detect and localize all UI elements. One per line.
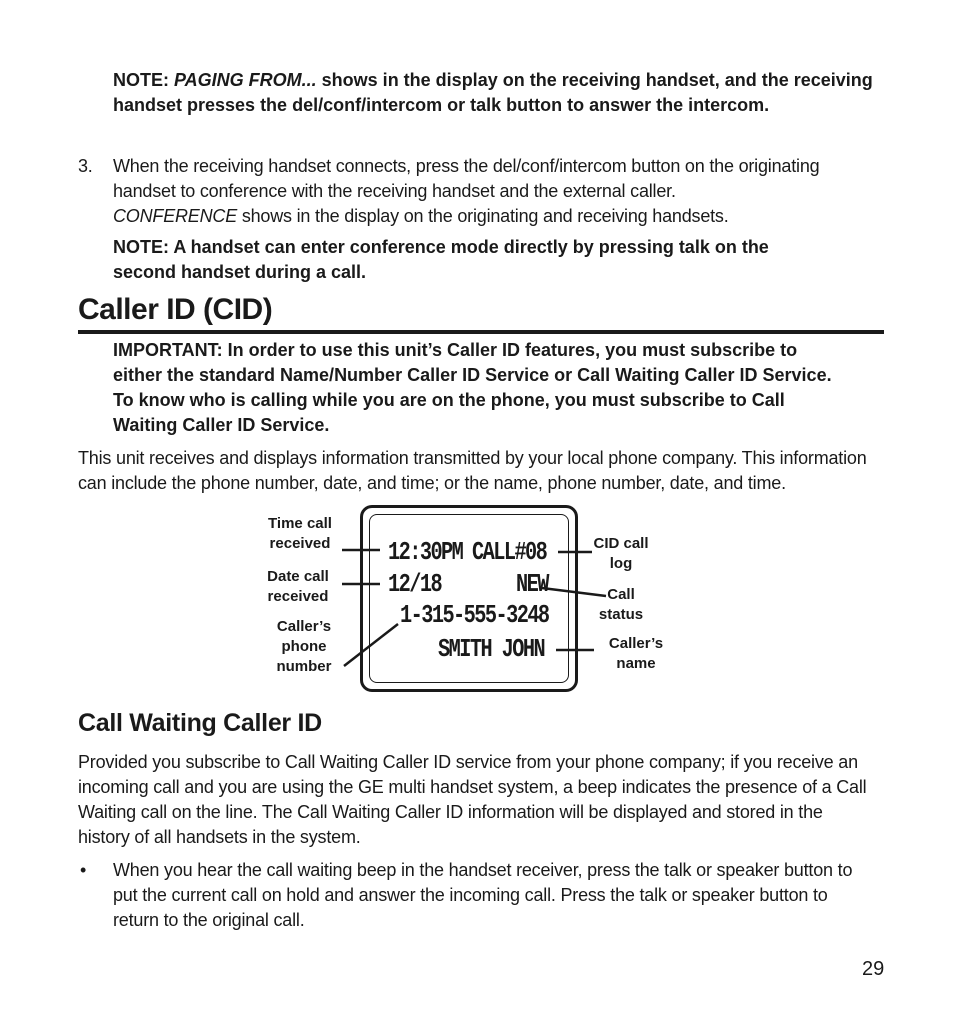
step3-main: When the receiving handset connects, press the del/conf/intercom button on the originating handset to conference with the receiving handset and the external caller.: [113, 156, 820, 201]
label-line: Caller’s: [276, 618, 332, 635]
lcd-line2-status: NEW: [516, 569, 548, 599]
lcd-line4-name: SMITH JOHN: [438, 634, 545, 664]
label-line: number: [276, 658, 332, 675]
label-time-call-received: [252, 514, 348, 554]
label-line: phone: [281, 638, 327, 655]
important-note: IMPORTANT: In order to use this unit’s Caller ID features, you must subscribe to either the standard Name/Number Caller ID Service or Call Waiting Caller ID Service. To know who is calling while you are on the phone, you must subscribe to Call Waiting Caller ID Service.: [113, 340, 832, 435]
note-italic: PAGING FROM...: [174, 70, 317, 90]
intro-paragraph: This unit receives and displays information transmitted by your local phone company. This information can include the phone number, date, and time; or the name, phone number, date, and time.: [78, 448, 867, 493]
subsection-title: Call Waiting Caller ID: [78, 709, 322, 737]
label-line: CID call: [593, 535, 649, 552]
step3-rest: shows in the display on the originating and receiving handsets.: [237, 206, 729, 226]
label-callers-phone-number: [256, 617, 352, 677]
step-number: 3.: [78, 156, 93, 176]
label-line: Time call: [268, 515, 332, 532]
label-line: Date call: [267, 568, 329, 585]
lcd-line2-date: 12/18: [388, 569, 442, 599]
section-title: Caller ID (CID): [78, 293, 273, 326]
step3-italic: CONFERENCE: [113, 206, 238, 226]
label-line: Call: [607, 586, 635, 603]
label-line: status: [598, 606, 644, 623]
bullet-text: When you hear the call waiting beep in the handset receiver, press the talk or speaker button to put the current call on hold and answer the incoming call. Press the talk or speaker button to return to the original call.: [113, 860, 853, 930]
label-line: received: [267, 588, 329, 605]
note-prefix: NOTE:: [113, 70, 174, 90]
leader-phone: [344, 624, 398, 666]
label-line: Caller’s: [608, 635, 664, 652]
call-waiting-paragraph: Provided you subscribe to Call Waiting Caller ID service from your phone company; if you receive an incoming call and you are using the GE multi handset system, a beep indicates the presence of a Call Waiting call on the line. The Call Waiting Caller ID information will be displayed and stored in the history of all handsets in the system.: [78, 752, 867, 847]
note-conference: NOTE: A handset can enter conference mode directly by pressing talk on the second handset during a call.: [113, 237, 769, 282]
bullet-symbol: •: [80, 860, 87, 880]
page-number: 29: [862, 958, 885, 980]
label-date-call-received: [250, 567, 346, 607]
lcd-line3-number: 1-315-555-3248: [400, 600, 549, 630]
lcd-line1-call: CALL#08: [472, 537, 547, 567]
label-cid-call-log: [582, 534, 660, 574]
label-call-status: [588, 585, 654, 625]
label-line: received: [269, 535, 331, 552]
note-rest: shows in the display on the receiving handset, and the receiving handset presses the del/conf/intercom or talk button to answer the intercom.: [113, 70, 873, 115]
label-line: log: [609, 555, 633, 572]
label-callers-name: [598, 634, 674, 674]
lcd-line1-time: 12:30PM: [388, 537, 463, 567]
label-line: name: [616, 655, 656, 672]
